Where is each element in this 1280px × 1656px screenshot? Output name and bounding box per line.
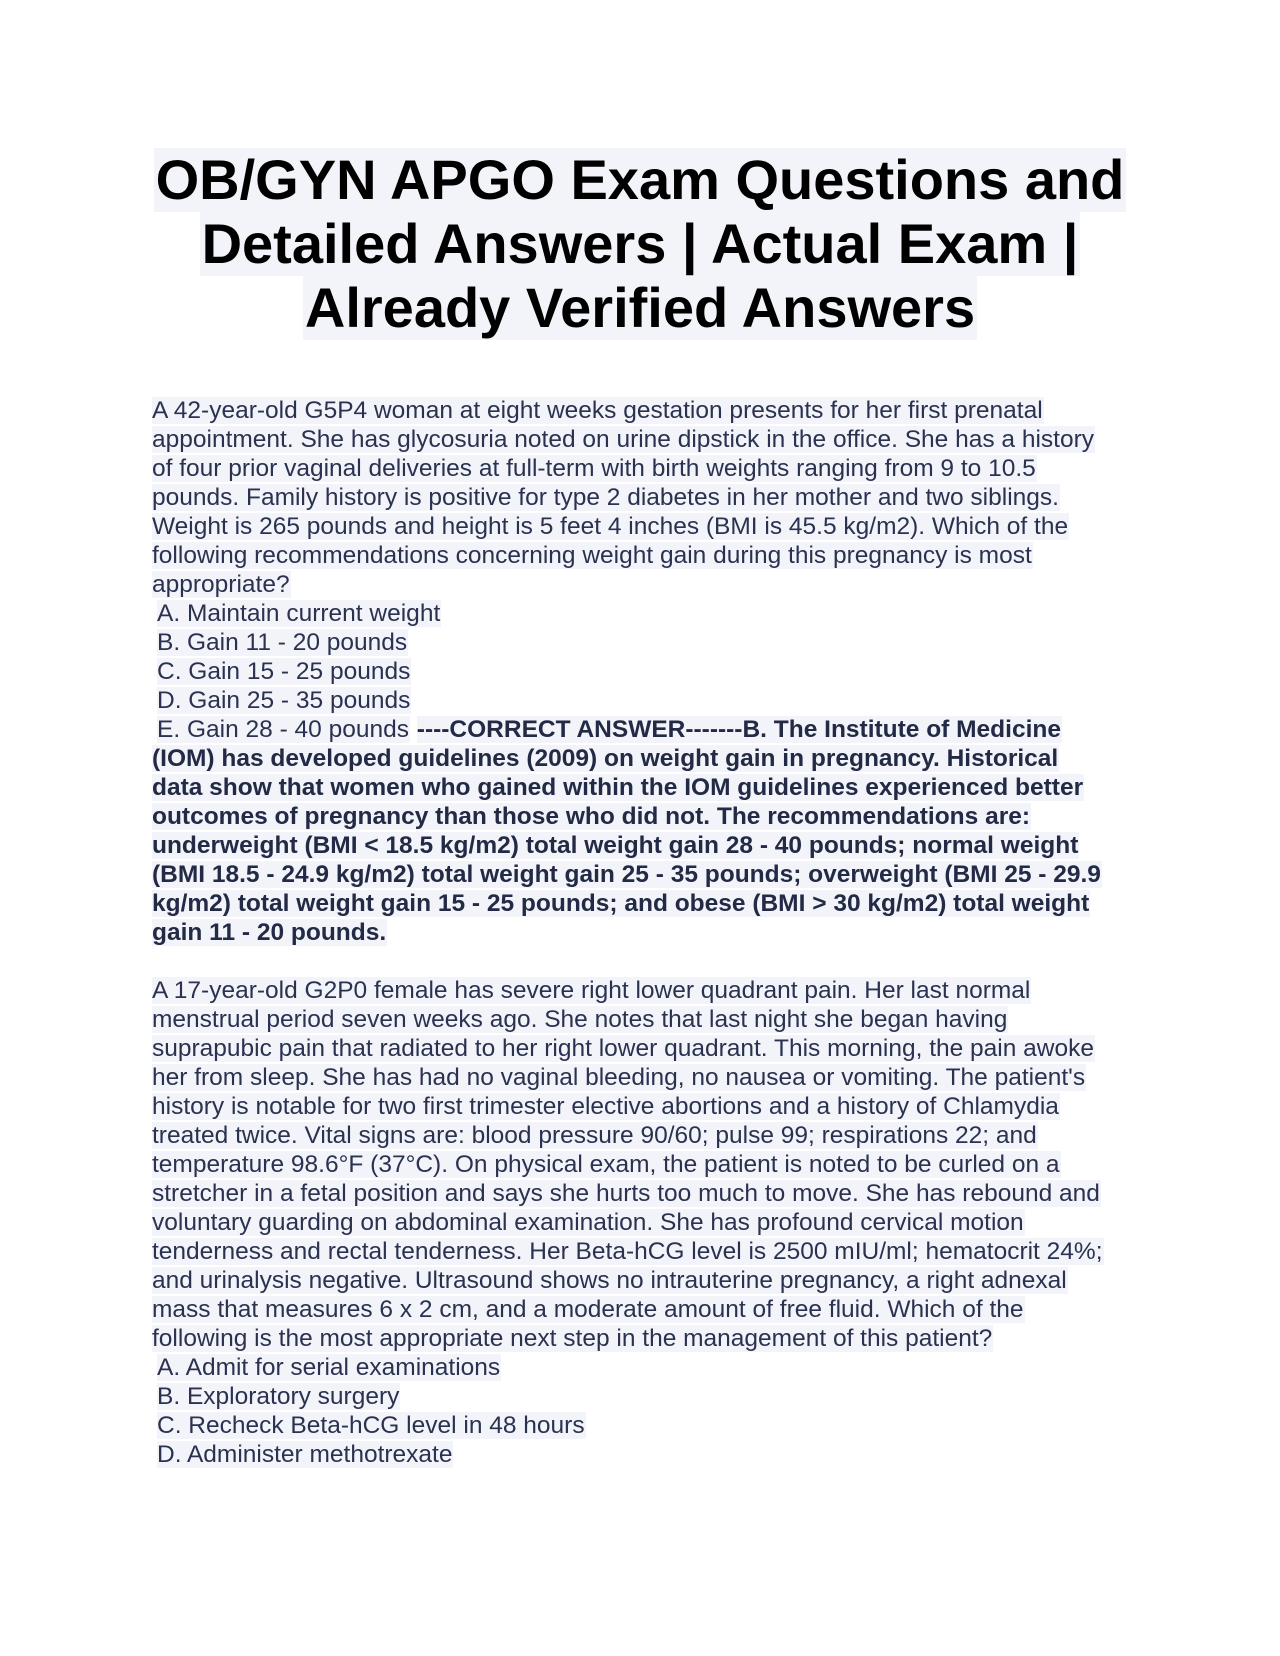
stem-line: A 42-year-old G5P4 woman at eight weeks gestation presents for her first prenatal (152, 397, 1043, 424)
answer-option: E. Gain 28 - 40 pounds (157, 716, 409, 743)
stem-line: A 17-year-old G2P0 female has severe right lower quadrant pain. Her last normal (152, 977, 1031, 1004)
question-1-explanation (152, 744, 1152, 947)
document-body (152, 396, 1152, 1469)
title-line: Already Verified Answers (304, 276, 976, 339)
stem-line: and urinalysis negative. Ultrasound shows no intrauterine pregnancy, a right adnexal (152, 1267, 1067, 1294)
explanation-line: underweight (BMI < 18.5 kg/m2) total weight gain 28 - 40 pounds; normal weight (152, 832, 1079, 859)
stem-line: following recommendations concerning weight gain during this pregnancy is most (152, 542, 1032, 569)
stem-line: Weight is 265 pounds and height is 5 feet 4 inches (BMI is 45.5 kg/m2). Which of the (152, 513, 1069, 540)
explanation-line: outcomes of pregnancy than those who did not. The recommendations are: (152, 803, 1031, 830)
answer-option: A. Admit for serial examinations (157, 1354, 501, 1381)
stem-line: tenderness and rectal tenderness. Her Beta-hCG level is 2500 mIU/ml; hematocrit 24%; (152, 1238, 1103, 1265)
document-title (0, 148, 1280, 340)
stem-line: voluntary guarding on abdominal examination. She has profound cervical motion (152, 1209, 1024, 1236)
stem-line: history is notable for two first trimester elective abortions and a history of Chlamydia (152, 1093, 1059, 1120)
stem-line: appropriate? (152, 571, 290, 598)
stem-line: pounds. Family history is positive for type 2 diabetes in her mother and two siblings. (152, 484, 1059, 511)
explanation-line: kg/m2) total weight gain 15 - 25 pounds; and obese (BMI > 30 kg/m2) total weight (152, 890, 1090, 917)
question-2-options (152, 1353, 1152, 1469)
explanation-line: (BMI 18.5 - 24.9 kg/m2) total weight gain 25 - 35 pounds; overweight (BMI 25 - 29.9 (152, 861, 1101, 888)
paragraph-gap (152, 947, 1152, 976)
question-1-options (152, 599, 1152, 744)
answer-option: C. Gain 15 - 25 pounds (157, 658, 411, 685)
stem-line: suprapubic pain that radiated to her right lower quadrant. This morning, the pain awoke (152, 1035, 1095, 1062)
title-line: OB/GYN APGO Exam Questions and (155, 148, 1125, 211)
answer-option: D. Administer methotrexate (157, 1441, 453, 1468)
stem-line: temperature 98.6°F (37°C). On physical exam, the patient is noted to be curled on a (152, 1151, 1060, 1178)
explanation-line: (IOM) has developed guidelines (2009) on weight gain in pregnancy. Historical (152, 745, 1059, 772)
stem-line: stretcher in a fetal position and says she hurts too much to move. She has rebound and (152, 1180, 1100, 1207)
stem-line: menstrual period seven weeks ago. She notes that last night she began having (152, 1006, 1008, 1033)
explanation-line: data show that women who gained within the IOM guidelines experienced better (152, 774, 1084, 801)
answer-option: D. Gain 25 - 35 pounds (157, 687, 411, 714)
stem-line: following is the most appropriate next step in the management of this patient? (152, 1325, 993, 1352)
question-1 (152, 396, 1152, 947)
correct-answer-label: ----CORRECT ANSWER-------B. The Institute of Medicine (416, 716, 1061, 743)
question-1-stem (152, 396, 1152, 599)
answer-option: C. Recheck Beta-hCG level in 48 hours (157, 1412, 585, 1439)
question-2 (152, 976, 1152, 1469)
stem-line: of four prior vaginal deliveries at full-term with birth weights ranging from 9 to 10.5 (152, 455, 1036, 482)
question-2-stem (152, 976, 1152, 1353)
title-line: Detailed Answers | Actual Exam | (201, 212, 1079, 275)
stem-line: appointment. She has glycosuria noted on urine dipstick in the office. She has a history (152, 426, 1095, 453)
stem-line: mass that measures 6 x 2 cm, and a moderate amount of free fluid. Which of the (152, 1296, 1024, 1323)
stem-line: her from sleep. She has had no vaginal bleeding, no nausea or vomiting. The patient's (152, 1064, 1086, 1091)
answer-option: B. Exploratory surgery (157, 1383, 400, 1410)
stem-line: treated twice. Vital signs are: blood pressure 90/60; pulse 99; respirations 22; and (152, 1122, 1037, 1149)
explanation-line: gain 11 - 20 pounds. (152, 919, 387, 946)
answer-option: B. Gain 11 - 20 pounds (157, 629, 408, 656)
answer-option: A. Maintain current weight (157, 600, 441, 627)
